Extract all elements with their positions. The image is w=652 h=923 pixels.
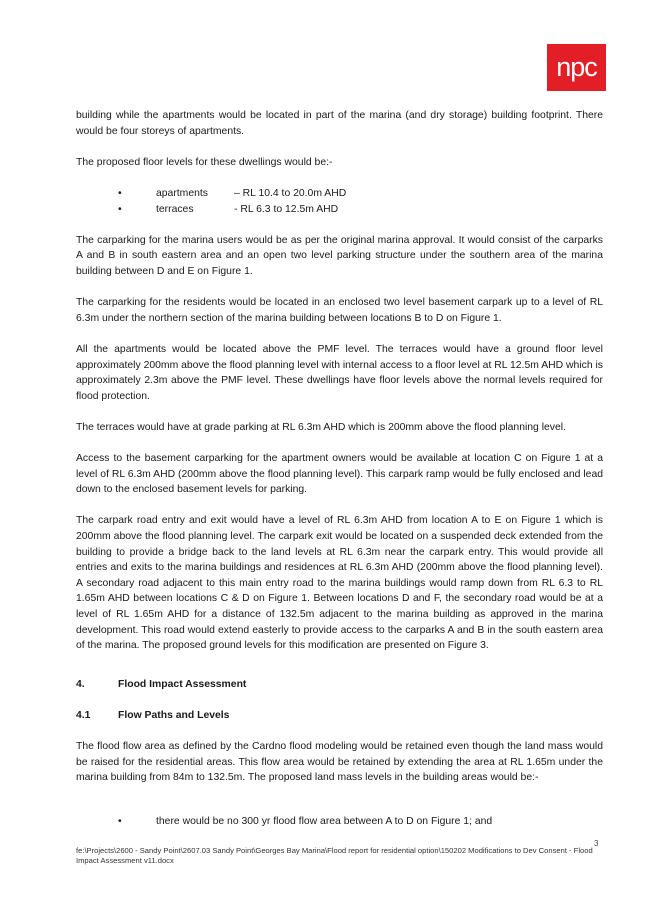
bullet-icon: • — [118, 187, 122, 199]
paragraph-road-entry: The carpark road entry and exit would have a level of RL 6.3m AHD from location A to E on Figure 1 which is 200mm above the flood planning level. The carpark exit would be located on a suspended deck extended from the building to provide a bridge back to the land levels at RL 6.3m near the carpark entry. This would provide all entries and exits to the marina buildings and residences at RL 6.3m AHD (200mm above the flood planning level). A secondary road adjacent to this main entry road to the marina buildings would ramp down from RL 6.3 to RL 1.65m AHD between locations C & D on Figure 1. Between locations D and F, the secondary road would be at a level of RL 1.65m AHD for a distance of 132.5m adjacent to the marina building as approved in the marina development. This road would extend easterly to provide access to the carparks A and B in the south eastern area of the marina. The proposed ground levels for this modification are presented on Figure 3. — [76, 515, 603, 652]
list-item — [76, 814, 603, 830]
section-title: Flow Paths and Levels — [118, 709, 230, 721]
paragraph-apartments-location: building while the apartments would be located in part of the marina (and dry storage) building footprint. There would be four storeys of apartments. — [76, 110, 603, 137]
list-item — [76, 202, 603, 218]
dwelling-type: terraces — [156, 203, 194, 215]
section-number: 4. — [76, 678, 85, 690]
floor-levels-list — [76, 186, 603, 217]
bullet-icon: • — [118, 203, 122, 215]
dwelling-type: apartments — [156, 187, 208, 199]
paragraph-basement-access: Access to the basement carparking for the apartment owners would be available at location C on Figure 1 at a level of RL 6.3m AHD (200mm above the flood planning level). This carpark ramp would be fully enclosed and lead down to the enclosed basement levels for parking. — [76, 453, 603, 496]
footer-file-path: fe:\Projects\2600 - Sandy Point\2607.03 Sandy Point\Georges Bay Marina\Flood report for residential option\150202 Modifications to Dev Consent - Flood Impact Assessment v11.docx — [76, 846, 593, 865]
section-heading-flood-impact — [76, 677, 603, 693]
paragraph-pmf-levels: All the apartments would be located above the PMF level. The terraces would have a ground floor level approximately 200mm above the flood planning level with internal access to a floor level at RL 12.5m AHD which is approximately 2.3m above the PMF level. These dwellings have floor levels above the normal levels required for flood protection. — [76, 343, 603, 402]
paragraph-terrace-parking: The terraces would have at grade parking at RL 6.3m AHD which is 200mm above the flood planning level. — [76, 421, 566, 433]
level-range: – RL 10.4 to 20.0m AHD — [234, 187, 347, 199]
bullet-icon: • — [118, 816, 122, 827]
paragraph-marina-carparking: The carparking for the marina users would be as per the original marina approval. It would consist of the carparks A and B in south eastern area and an open two level parking structure under the southern area of the marina building between D and E on Figure 1. — [76, 234, 603, 277]
section-title: Flood Impact Assessment — [118, 678, 247, 690]
npc-logo: npc — [547, 44, 606, 91]
list-item — [76, 186, 603, 202]
level-range: - RL 6.3 to 12.5m AHD — [234, 203, 339, 215]
paragraph-floor-levels-intro: The proposed floor levels for these dwellings would be:- — [76, 156, 333, 168]
section-heading-flow-paths — [76, 708, 603, 724]
paragraph-resident-carparking: The carparking for the residents would be located in an enclosed two level basement carpark up to a level of RL 6.3m under the northern section of the marina building between locations B to D on Figure 1. — [76, 297, 603, 324]
document-body — [76, 108, 603, 786]
section-number: 4.1 — [76, 709, 91, 721]
bullet-text: there would be no 300 yr flood flow area between A to D on Figure 1; and — [156, 816, 493, 827]
page-number: 3 — [594, 839, 599, 848]
paragraph-flood-flow-area: The flood flow area as defined by the Cardno flood modeling would be retained even though the land mass would be raised for the residential areas. This flow area would be retained by extending the area at RL 1.65m under the marina building from 84m to 132.5m. The proposed land mass levels in the building areas would be:- — [76, 741, 603, 784]
